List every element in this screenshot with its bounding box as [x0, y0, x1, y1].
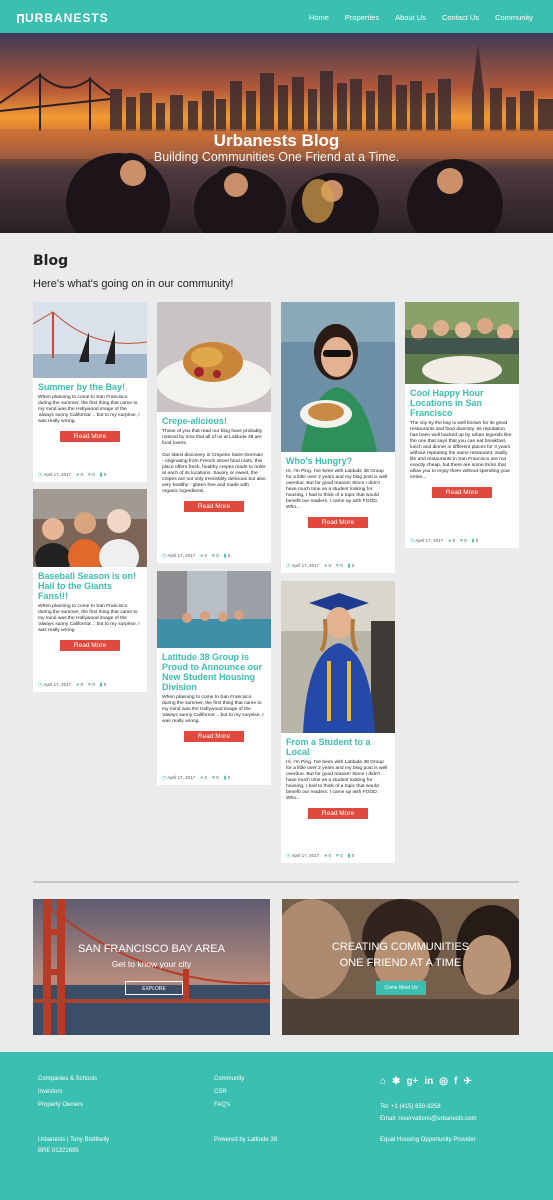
blog-card-hungry[interactable]: [281, 302, 395, 573]
nav-community[interactable]: Community: [495, 13, 533, 22]
footer-link-faqs[interactable]: FAQ's: [214, 1102, 231, 1108]
like-count: 0: [92, 472, 95, 477]
tag-icon: ▮: [99, 682, 103, 688]
clock-icon: ◷: [286, 563, 291, 569]
read-more-button[interactable]: Read More: [184, 501, 244, 512]
post-date: April 17, 2017: [167, 553, 196, 558]
clock-icon: ◷: [38, 472, 43, 478]
footer: [0, 1052, 553, 1200]
footer-phone[interactable]: Tel: +1 (415) 650-9258: [380, 1104, 441, 1110]
card-meta: [162, 553, 230, 559]
facebook-icon[interactable]: f: [454, 1076, 458, 1087]
comment-count: 0: [204, 553, 207, 558]
card-title[interactable]: From a Student to a Local: [286, 737, 371, 757]
woman-with-funnel-cake-photo: [281, 302, 395, 452]
promo-bay-area[interactable]: [33, 899, 270, 1035]
house-icon: [17, 14, 24, 23]
card-title[interactable]: Crepe-alicious!: [162, 416, 228, 426]
comment-icon: ●: [200, 775, 204, 781]
tag-count: 0: [103, 472, 107, 477]
comment-count: 0: [452, 538, 455, 543]
post-date: April 17, 2017: [291, 853, 320, 858]
comment-icon: ●: [200, 553, 204, 559]
like-count: 0: [216, 775, 219, 780]
promo-title: SAN FRANCISCO BAY AREA: [78, 943, 225, 955]
footer-company-name: Urbanests | Tony Brettkelly: [38, 1137, 110, 1143]
comment-icon: ●: [448, 538, 452, 544]
tag-icon: ▮: [223, 775, 227, 781]
footer-link-property-owners[interactable]: Property Owners: [38, 1102, 84, 1108]
tag-count: 0: [475, 538, 479, 543]
post-date: April 17, 2017: [167, 775, 196, 780]
tag-count: 0: [103, 682, 107, 687]
card-excerpt: The city by the bay is well known for its great restaurants and food diversity. Its reputation has been well backed up by urban legends like the one that says that you can eat breakfast, lunch and dinner in different places for 3 years without repeating the same restaurant. Sadly, life and restaurants in San Francisco are not exactly cheap, but there are some tricks that allow you to enjoy them without spending your entire...: [410, 421, 512, 480]
linkedin-icon[interactable]: in: [424, 1076, 434, 1087]
card-excerpt: Those of you that read our blog have probably noticed by now that all of us at Latitude 38 are food lovers. Our latest discovery is Creperie Saint-Germain - originating from French street food roots, this place offers fresh, healthy crepes made to order at each of its locations. Savory or sweet, the crepes are not only irresistibly delicious but also very healthy - gluten free and made with organic ingredients.: [162, 429, 266, 494]
card-title[interactable]: Cool Happy Hour Locations in San Francisco: [410, 388, 484, 418]
post-date: April 17, 2017: [415, 538, 444, 543]
read-more-button[interactable]: Read More: [432, 487, 492, 498]
hero-title: Urbanests Blog: [213, 131, 340, 150]
footer-link-community[interactable]: Community: [214, 1076, 245, 1082]
comment-count: 0: [204, 775, 207, 780]
card-excerpt: When planning to come to San Francisco during the summer, the first thing that came to my mind was the Hollywood image of the 'always sunny California'... but to my surprise, I was really wrong.: [162, 695, 264, 724]
brand-name: URBANESTS: [25, 11, 109, 25]
card-meta: [410, 538, 478, 544]
promo-title: CREATING COMMUNITIES: [331, 941, 470, 953]
clock-icon: ◷: [38, 682, 43, 688]
blog-card-summer[interactable]: [33, 302, 147, 482]
blog-heading: Blog: [33, 253, 69, 269]
card-excerpt: When planning to come to San Francisco during the summer, the first thing that came to my mind was the Hollywood image of the 'always sunny California'... but to my surprise, I was really wrong.: [38, 395, 140, 424]
card-meta: [162, 775, 230, 781]
heart-icon: ♥: [87, 682, 91, 688]
tag-count: 0: [227, 553, 231, 558]
footer-email[interactable]: Email: reservations@urbanests.com: [380, 1116, 477, 1122]
post-date: April 17, 2017: [43, 472, 72, 477]
explore-button[interactable]: EXPLORE: [125, 981, 183, 995]
like-count: 0: [92, 682, 95, 687]
clock-icon: ◷: [410, 538, 415, 544]
clock-icon: ◷: [162, 775, 167, 781]
tag-icon: ▮: [347, 853, 351, 859]
tag-icon: ▮: [99, 472, 103, 478]
crepe-plate-photo: [157, 302, 271, 412]
tag-icon: ▮: [347, 563, 351, 569]
blog-card-crepe[interactable]: [157, 302, 271, 563]
card-excerpt: When planning to come to San Francisco during the summer, the first thing that came to my mind was the Hollywood image of the 'always sunny California'... but to my surprise, I was really wrong.: [38, 604, 140, 633]
house-icon[interactable]: ⌂: [380, 1076, 387, 1087]
card-meta: [286, 853, 354, 859]
like-count: 0: [340, 563, 343, 568]
promo-subtitle: Get to know your city: [111, 959, 192, 969]
card-meta: [38, 682, 106, 688]
blog-card-student-housing[interactable]: [157, 571, 271, 785]
blog-card-happy-hour[interactable]: [405, 302, 519, 548]
heart-icon: ♥: [211, 553, 215, 559]
footer-equal-housing: Equal Housing Opportunity Provider: [380, 1137, 476, 1143]
clock-icon: ◷: [286, 853, 291, 859]
card-title[interactable]: Summer by the Bay!: [38, 382, 126, 392]
graduate-photo: [281, 581, 395, 733]
comment-count: 0: [328, 563, 331, 568]
hero-subtitle: Building Communities One Friend at a Time.: [153, 150, 400, 164]
post-date: April 17, 2017: [291, 563, 320, 568]
footer-link-companies[interactable]: Companies & Schools: [38, 1076, 98, 1082]
heart-icon: ♥: [335, 563, 339, 569]
footer-license: BRE 01321695: [38, 1148, 79, 1154]
comment-icon: ●: [324, 563, 328, 569]
heart-icon: ♥: [87, 472, 91, 478]
bay-bridge-sailboats-photo: [33, 302, 147, 378]
footer-link-investors[interactable]: Investors: [38, 1089, 63, 1095]
blog-subheading: Here's what's going on in our community!: [33, 278, 234, 290]
heart-icon: ♥: [211, 775, 215, 781]
card-excerpt: Hi, I'm Ping. I've been with Latitude 38 Group for a little over 2 years and my blog post is well overdue. But for good reason! Since I didn't have much time as a student looking for housing, I had to think of a topic that would benefit our readers. I came up with FOOD. Who...: [286, 760, 388, 801]
brand-logo[interactable]: [17, 11, 109, 25]
promo-communities[interactable]: [282, 899, 519, 1035]
heart-icon: ♥: [335, 853, 339, 859]
come-meet-us-button[interactable]: Come Meet Us: [376, 981, 426, 995]
tag-icon: ▮: [471, 538, 475, 544]
friends-dinner-photo: [405, 302, 519, 384]
comment-count: 0: [80, 682, 83, 687]
baseball-fans-photo: [33, 489, 147, 567]
tag-count: 0: [351, 853, 355, 858]
like-count: 0: [340, 853, 343, 858]
read-more-button[interactable]: Read More: [308, 517, 368, 528]
card-title[interactable]: Who's Hungry?: [286, 456, 353, 466]
nav-home[interactable]: Home: [308, 13, 329, 22]
hero-banner: [0, 33, 553, 233]
nav-links: [309, 13, 533, 22]
read-more-button[interactable]: Read More: [184, 731, 244, 742]
read-more-button[interactable]: Read More: [60, 431, 120, 442]
tag-count: 0: [351, 563, 355, 568]
comment-count: 0: [328, 853, 331, 858]
card-excerpt: Hi, I'm Ping. I've been with Latitude 38 Group for a little over 2 years and my blog post is well overdue. But for good reason! Since I didn't have much time as a student looking for housing, I had to think of a topic that would benefit our readers. I came up with FOOD. Who...: [286, 469, 388, 510]
card-meta: [38, 472, 106, 478]
promo-subtitle: ONE FRIEND AT A TIME: [339, 957, 462, 969]
nav-properties[interactable]: Properties: [344, 13, 380, 22]
google-plus-icon[interactable]: g+: [406, 1076, 419, 1087]
tag-icon: ▮: [223, 553, 227, 559]
twitter-icon[interactable]: ✈: [463, 1076, 472, 1087]
read-more-button[interactable]: Read More: [308, 808, 368, 819]
blog-card-baseball[interactable]: [33, 489, 147, 692]
like-count: 0: [216, 553, 219, 558]
nav-contact-us[interactable]: Contact Us: [441, 13, 480, 22]
card-title[interactable]: Baseball Season is on! Hail to the Giants Fans!!!: [38, 571, 137, 601]
tag-count: 0: [227, 775, 231, 780]
footer-powered-by[interactable]: Powered by Latitude 38: [214, 1137, 278, 1143]
rooftop-pool-photo: [157, 571, 271, 648]
heart-icon: ♥: [459, 538, 463, 544]
comment-icon: ●: [76, 682, 80, 688]
card-meta: [286, 563, 354, 569]
clock-icon: ◷: [162, 553, 167, 559]
like-count: 0: [464, 538, 467, 543]
comment-icon: ●: [324, 853, 328, 859]
top-nav: [0, 0, 553, 33]
instagram-icon[interactable]: ◎: [439, 1076, 449, 1087]
card-title[interactable]: Latitude 38 Group is Proud to Announce our New Student Housing Division: [162, 652, 263, 692]
section-divider: [33, 881, 519, 883]
yelp-icon[interactable]: ✱: [392, 1076, 401, 1087]
footer-link-csr[interactable]: CSR: [214, 1089, 227, 1095]
blog-card-student-to-local[interactable]: [281, 581, 395, 863]
post-date: April 17, 2017: [43, 682, 72, 687]
read-more-button[interactable]: Read More: [60, 640, 120, 651]
comment-icon: ●: [76, 472, 80, 478]
social-links: [380, 1076, 472, 1087]
nav-about-us[interactable]: About Us: [395, 13, 426, 22]
comment-count: 0: [80, 472, 83, 477]
